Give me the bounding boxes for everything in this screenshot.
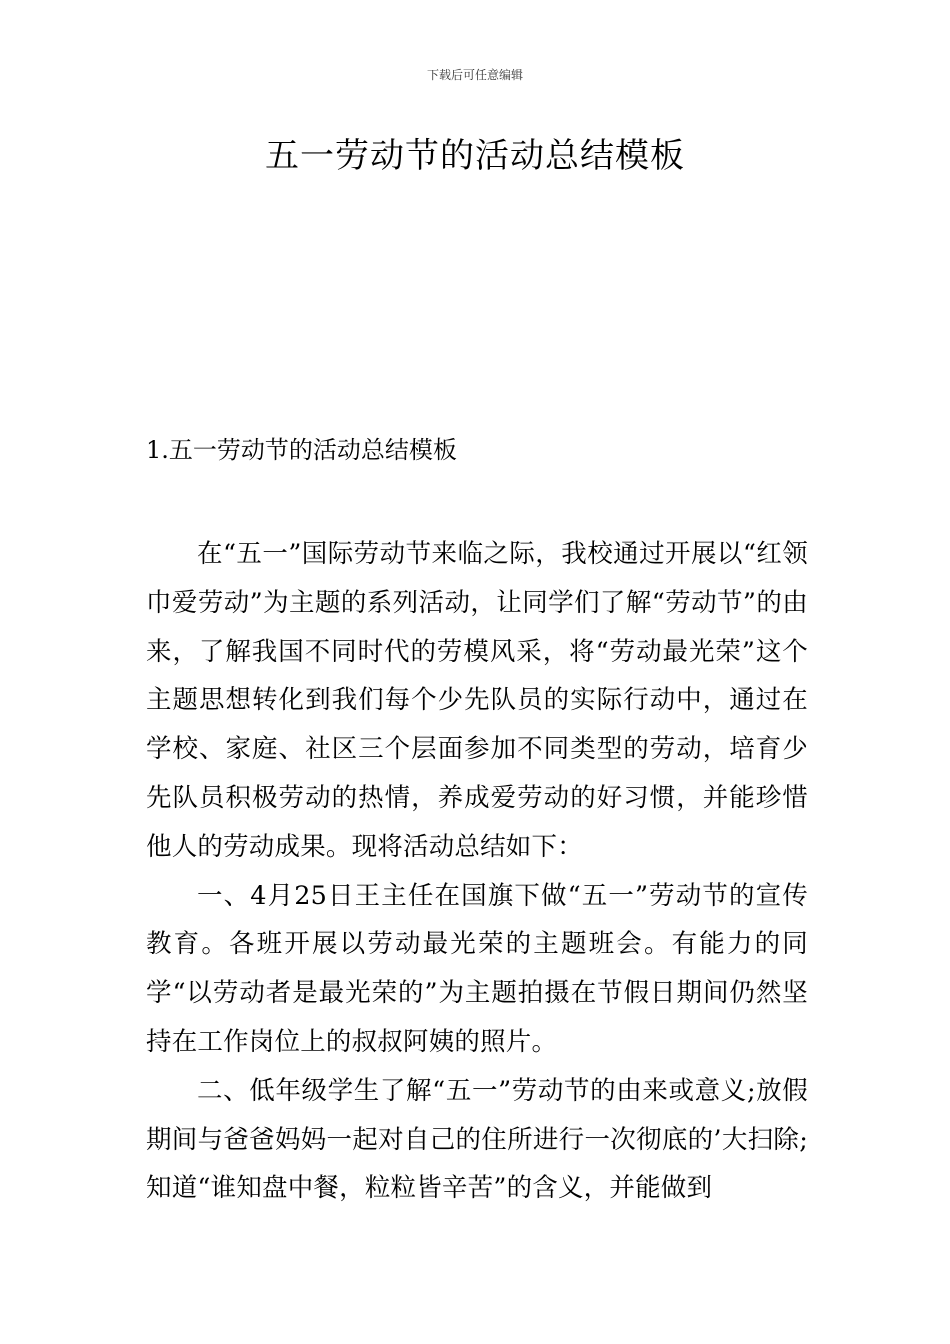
paragraph: 在“五一”国际劳动节来临之际，我校通过开展以“红领巾爱劳动”为主题的系列活动，让同学们了解“劳动节”的由来，了解我国不同时代的劳模风采，将“劳动最光荣”这个主题思想转化到我们每个少先队员的实际行动中，通过在学校、家庭、社区三个层面参加不同类型的劳动，培育少先队员积极劳动的热情，养成爱劳动的好习惯，并能珍惜他人的劳动成果。现将活动总结如下： [146,539,808,862]
document-body [146,530,808,1213]
header-note: 下载后可任意编辑 [426,68,523,82]
document-title: 五一劳动节的活动总结模板 [265,136,685,176]
section-heading: 1.五一劳动节的活动总结模板 [146,436,457,464]
paragraph: 一、4月25日王主任在国旗下做“五一”劳动节的宣传教育。各班开展以劳动最光荣的主题班会。有能力的同学“以劳动者是最光荣的”为主题拍摄在节假日期间仍然坚持在工作岗位上的叔叔阿姨的照片。 [146,880,808,1057]
paragraph: 二、低年级学生了解“五一”劳动节的由来或意义;放假期间与爸爸妈妈一起对自己的住所进行一次彻底的’大扫除;知道“谁知盘中餐，粒粒皆辛苦”的含义，并能做到 [146,1075,808,1204]
